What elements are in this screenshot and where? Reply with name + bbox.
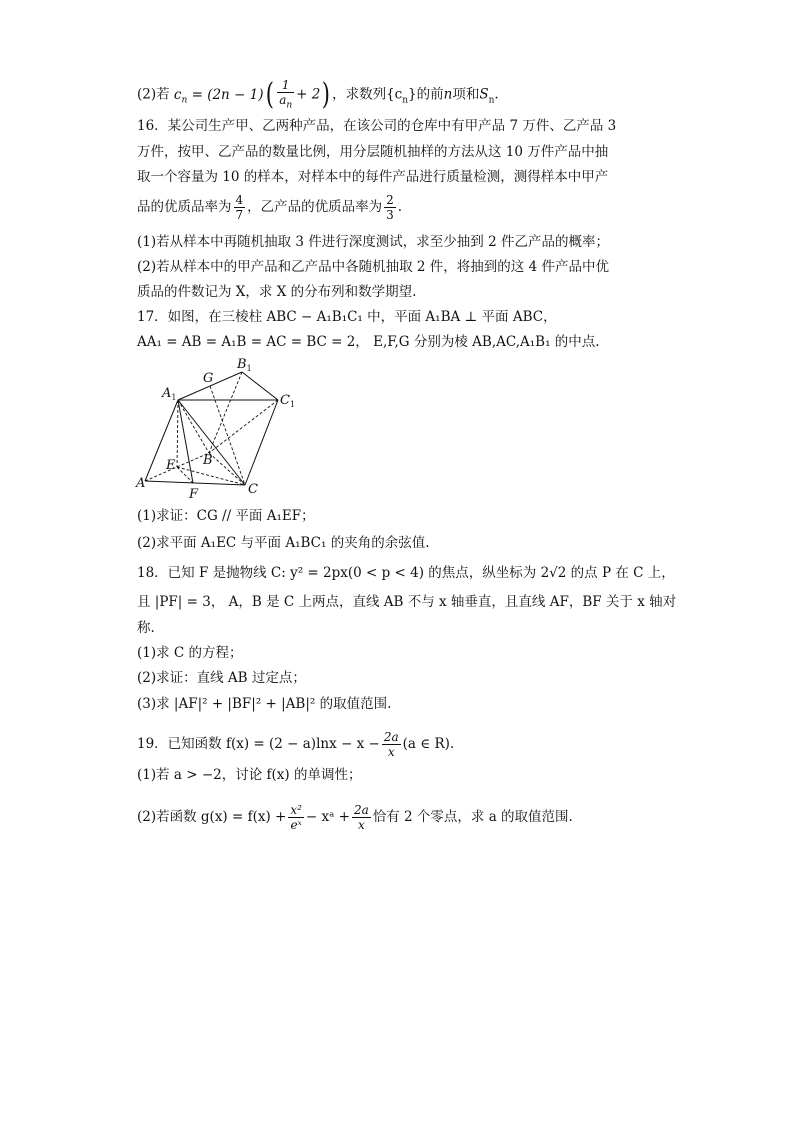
- q15-formula: [173, 86, 264, 106]
- q15-S: S: [479, 86, 489, 103]
- q16-part1: (1)若从样本中再随机抽取 3 件进行深度测试，求至少抽到 2 件乙产品的概率；: [137, 234, 609, 250]
- q16-frac2: [384, 193, 396, 222]
- q18-part3: (3)求 |AF|² + |BF|² + |AB|² 的取值范围.: [137, 696, 392, 712]
- q15-suffix-sub: n: [402, 95, 409, 106]
- q15-frac-den-sub: n: [286, 100, 293, 111]
- q15-S-sub: n: [488, 95, 495, 106]
- q19-frac3-den: x: [357, 818, 365, 832]
- q18-part2: (2)求证：直线 AB 过定点；: [137, 670, 306, 686]
- q15-period: .: [494, 86, 499, 103]
- q19-frac3-num: 2a: [353, 803, 369, 817]
- q16-part2a: (2)若从样本中的甲产品和乙产品中各随机抽取 2 件，将抽到的这 4 件产品中优: [137, 259, 609, 275]
- q19-frac2: [288, 803, 304, 832]
- q18-line3: 称.: [137, 620, 155, 636]
- q16-line4-c: .: [397, 199, 403, 215]
- edge-b1c1: [242, 372, 278, 400]
- edge-ac: [145, 481, 245, 485]
- edge-gc: [210, 386, 245, 485]
- label-C1: $C_1$: [280, 393, 295, 409]
- q16-frac1-den: 7: [235, 208, 244, 222]
- q16-line2: 万件，按甲、乙产品的数量比例，用分层随机抽样的方法从这 10 万件产品中抽: [137, 144, 609, 160]
- q16-line4-a: 品的优质品率为: [137, 199, 232, 215]
- q19-line1: [137, 730, 454, 759]
- q16-line4: [137, 193, 402, 222]
- prism-figure: [135, 355, 295, 500]
- edge-a1c: [178, 400, 245, 485]
- q15-suffix2: }的前: [408, 86, 444, 103]
- q15-suffix4: 项和: [452, 86, 480, 103]
- q15-part2: [137, 78, 499, 112]
- edge-a1f: [178, 400, 193, 483]
- q19-line1-b: (a ∈ R).: [402, 736, 455, 752]
- q15-frac-den: a: [279, 93, 287, 107]
- q19-part2-b: − xᵃ +: [305, 809, 350, 825]
- q18-line2: 且 |PF| = 3， A，B 是 C 上两点，直线 AB 不与 x 轴垂直，且直线 AF，BF 关于 x 轴对: [137, 594, 677, 610]
- q19-frac: [382, 730, 401, 759]
- q15-mid: (2n − 1): [207, 86, 264, 103]
- q16-frac2-den: 3: [386, 208, 394, 222]
- q19-frac2-den: eˣ: [290, 818, 302, 832]
- q19-line1-a: 19．已知函数 f(x) = (2 − a)lnx − x −: [137, 736, 380, 752]
- q19-part2-a: (2)若函数 g(x) = f(x) +: [137, 809, 287, 825]
- q17-line2: AA₁ = AB = A₁B = AC = BC = 2， E,F,G 分别为棱 AB,AC,A₁B₁ 的中点.: [137, 334, 600, 350]
- q15-frac-num: 1: [277, 78, 294, 93]
- q15-c: c: [173, 86, 182, 103]
- q16-frac1-num: 4: [235, 193, 244, 207]
- q15-n: n: [443, 86, 453, 103]
- label-E: E: [166, 458, 176, 473]
- q19-frac-num: 2a: [383, 730, 399, 744]
- q15-suffix: ，求数列{c: [332, 86, 403, 103]
- q16-line1: 16．某公司生产甲、乙两种产品，在该公司的仓库中有甲产品 7 万件、乙产品 3: [137, 118, 617, 134]
- q15-part2-prefix: (2)若: [137, 86, 170, 103]
- q17-part2: (2)求平面 A₁EC 与平面 A₁BC₁ 的夹角的余弦值.: [137, 535, 430, 551]
- q19-frac3: [352, 803, 371, 832]
- q16-frac1: [234, 193, 246, 222]
- q19-frac2-num: x²: [290, 803, 302, 817]
- label-G: G: [203, 371, 214, 386]
- q18-part1: (1)求 C 的方程；: [137, 645, 243, 661]
- q16-part2b: 质品的件数记为 X，求 X 的分布列和数学期望.: [137, 284, 417, 300]
- q15-frac: [277, 78, 294, 112]
- q18-line1: 18．已知 F 是抛物线 C: y² = 2px(0 < p < 4) 的焦点，纵坐标为 2√2 的点 P 在 C 上，: [137, 565, 675, 581]
- q15-rparen: ): [322, 77, 331, 113]
- edge-a1e: [177, 400, 178, 467]
- label-B1: $B_1$: [237, 357, 252, 373]
- q15-plus: + 2: [296, 86, 321, 103]
- label-A1: $A_1$: [162, 386, 177, 402]
- q19-part2-c: 恰有 2 个零点，求 a 的取值范围.: [372, 809, 573, 825]
- label-C: C: [248, 482, 258, 497]
- q15-c-sub: n: [181, 95, 188, 106]
- q19-part1: (1)若 a > −2，讨论 f(x) 的单调性；: [137, 767, 362, 783]
- label-F: F: [189, 487, 199, 500]
- q19-part2: [137, 803, 573, 832]
- q17-part1: (1)求证：CG // 平面 A₁EF；: [137, 508, 315, 524]
- q16-frac2-num: 2: [386, 193, 394, 207]
- q16-line4-b: ，乙产品的优质品率为: [247, 199, 383, 215]
- label-B: B: [203, 453, 213, 468]
- q15-lparen: (: [265, 77, 274, 113]
- q15-eq: =: [187, 86, 208, 103]
- q17-line1: 17．如图，在三棱柱 ABC − A₁B₁C₁ 中，平面 A₁BA ⊥ 平面 ABC，: [137, 309, 557, 325]
- label-A: A: [136, 476, 146, 491]
- q19-frac-den: x: [387, 745, 395, 759]
- q16-line3: 取一个容量为 10 的样本，对样本中的每件产品进行质量检测，测得样本中甲产: [137, 169, 609, 185]
